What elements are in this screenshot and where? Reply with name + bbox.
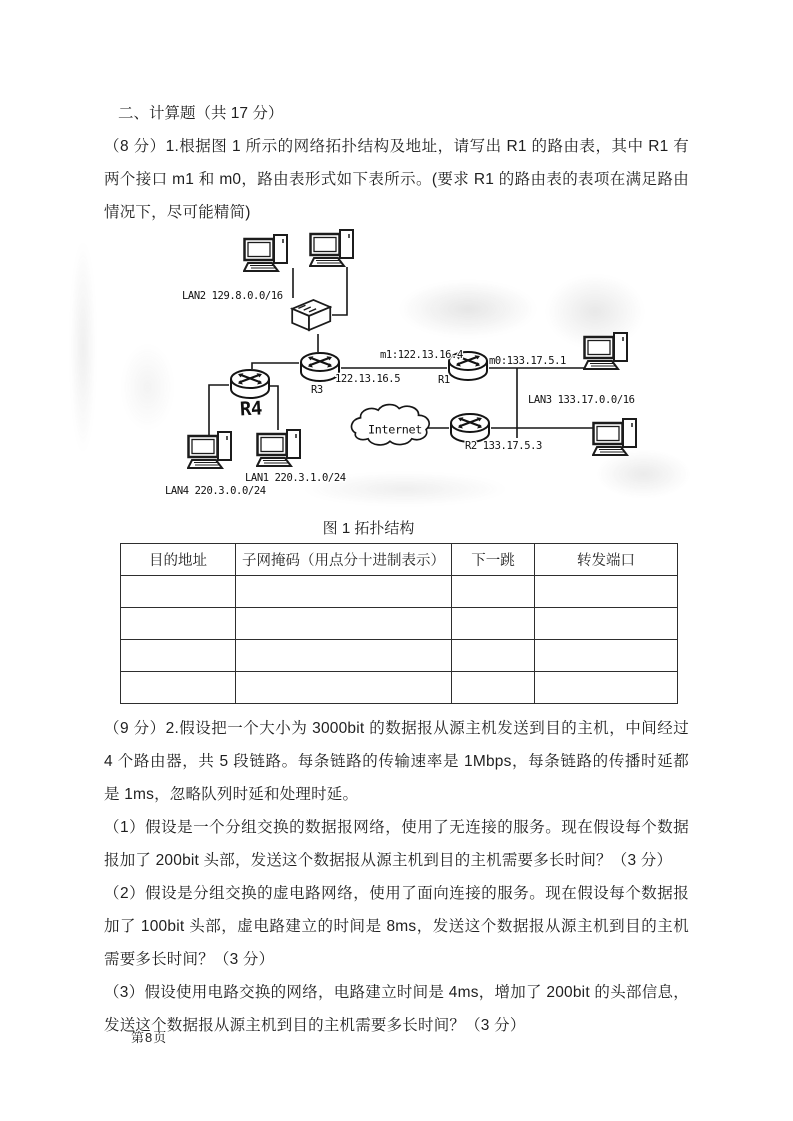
table-cell bbox=[121, 672, 236, 704]
computer-icon bbox=[584, 333, 627, 369]
table-cell bbox=[452, 608, 535, 640]
table-cell bbox=[236, 608, 452, 640]
table-cell bbox=[121, 576, 236, 608]
internet-label: Internet bbox=[368, 422, 422, 437]
question2-intro: （9 分）2.假设把一个大小为 3000bit 的数据报从源主机发送到目的主机，中间经过 4 个路由器，共 5 段链路。每条链路的传输速率是 1Mbps，每条链路的传播时延都是 1ms，忽略队列时延和处理时延。 bbox=[104, 720, 689, 803]
section-title: 二、计算题（共 17 分） bbox=[118, 105, 284, 122]
m1-interface-label: m1:122.13.16.4 bbox=[380, 349, 463, 361]
lan3-label: LAN3 133.17.0.0/16 bbox=[528, 394, 635, 406]
table-row bbox=[121, 672, 678, 704]
m0-interface-label: m0:133.17.5.1 bbox=[489, 355, 566, 367]
computer-icon bbox=[257, 430, 300, 466]
r4-label: R4 bbox=[239, 397, 263, 421]
question2-part1: （1）假设是一个分组交换的数据报网络，使用了无连接的服务。现在假设每个数据报加了 200bit 头部，发送这个数据报从源主机到目的主机需要多长时间？（3 分） bbox=[104, 819, 689, 869]
table-cell bbox=[236, 576, 452, 608]
question2-part2: （2）假设是分组交换的虚电路网络，使用了面向连接的服务。现在假设每个数据报加了 100bit 头部，虚电路建立的时间是 8ms，发送这个数据报从源主机到目的主机需要多长时间？（3 分） bbox=[104, 885, 689, 968]
internet-cloud-icon bbox=[351, 405, 429, 445]
table-row bbox=[121, 576, 678, 608]
header-next-hop: 下一跳 bbox=[452, 544, 535, 576]
r3-label: R3 bbox=[311, 384, 323, 396]
table-cell bbox=[121, 608, 236, 640]
router-icon-r4 bbox=[231, 370, 269, 398]
computer-icon bbox=[244, 235, 287, 271]
table-cell bbox=[535, 672, 678, 704]
r3-interface-label: 122.13.16.5 bbox=[335, 373, 401, 385]
table-cell bbox=[236, 672, 452, 704]
topology-diagram bbox=[0, 222, 793, 510]
table-cell bbox=[121, 640, 236, 672]
table-cell bbox=[452, 576, 535, 608]
header-subnet-mask: 子网掩码（用点分十进制表示） bbox=[236, 544, 452, 576]
table-cell bbox=[236, 640, 452, 672]
question2-part3: （3）假设使用电路交换的网络，电路建立时间是 4ms，增加了 200bit 的头部信息，发送这个数据报从源主机到目的主机需要多长时间？（3 分） bbox=[104, 984, 689, 1034]
routing-table bbox=[120, 543, 678, 704]
lan2-label: LAN2 129.8.0.0/16 bbox=[182, 290, 283, 302]
r1-label: R1 bbox=[438, 374, 450, 386]
table-row bbox=[121, 640, 678, 672]
lan1-label: LAN1 220.3.1.0/24 bbox=[245, 472, 346, 484]
router-icon-r2 bbox=[451, 414, 489, 442]
routing-table-header-row bbox=[121, 544, 678, 576]
table-cell bbox=[452, 640, 535, 672]
computer-icon bbox=[188, 432, 231, 468]
table-row bbox=[121, 608, 678, 640]
router-icon-r3 bbox=[301, 353, 339, 381]
topology-svg bbox=[0, 222, 793, 510]
page-number: 第8页 bbox=[131, 1030, 168, 1045]
header-forward-port: 转发端口 bbox=[535, 544, 678, 576]
table-cell bbox=[535, 640, 678, 672]
computer-icon bbox=[310, 230, 353, 266]
lan4-label: LAN4 220.3.0.0/24 bbox=[165, 485, 266, 497]
figure-caption: 图 1 拓扑结构 bbox=[322, 520, 415, 537]
header-destination: 目的地址 bbox=[121, 544, 236, 576]
table-cell bbox=[452, 672, 535, 704]
table-cell bbox=[535, 608, 678, 640]
question1-text: （8 分）1.根据图 1 所示的网络拓扑结构及地址，请写出 R1 的路由表，其中 R1 有两个接口 m1 和 m0，路由表形式如下表所示。(要求 R1 的路由表的表项在满足路由情况下，尽可能精简) bbox=[104, 138, 689, 221]
table-cell bbox=[535, 576, 678, 608]
r2-label: R2 133.17.5.3 bbox=[465, 440, 542, 452]
computer-icon bbox=[593, 419, 636, 455]
switch-icon bbox=[292, 300, 330, 330]
